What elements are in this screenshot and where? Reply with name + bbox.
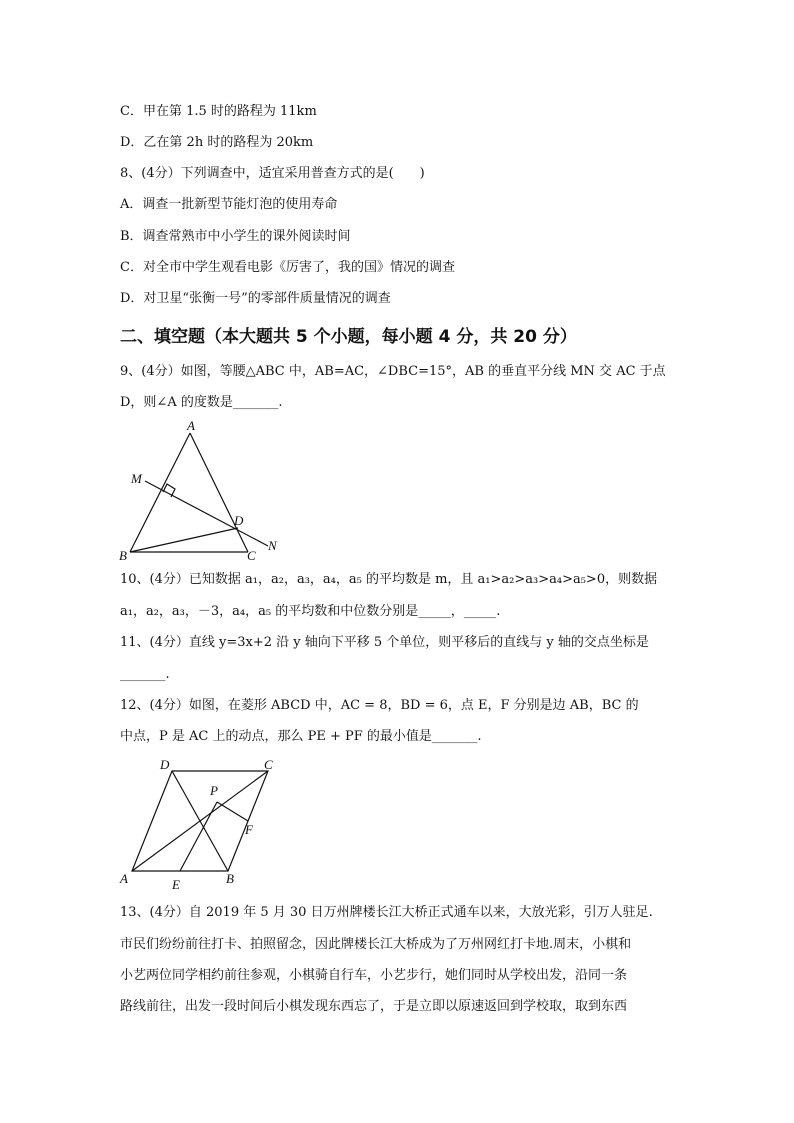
q10-stem-line1: 10、(4分）已知数据 a₁，a₂，a₃，a₄，a₅ 的平均数是 m，且 a₁>a₂>a₃>a₄>a₅>0，则数据 xyxy=(120,572,658,587)
segment-ac xyxy=(190,433,248,552)
q11-stem-line1: 11、(4分）直线 y=3x+2 沿 y 轴向下平移 5 个单位，则平移后的直线与 y 轴的交点坐标是 xyxy=(120,635,649,650)
label-b: B xyxy=(226,871,234,886)
label-e: E xyxy=(172,877,180,892)
label-p: P xyxy=(210,783,218,798)
label-c: C xyxy=(247,548,256,563)
segment-pe xyxy=(180,802,217,871)
diagonal-bd xyxy=(172,771,228,871)
q10-stem-line2: a₁，a₂，a₃，－3，a₄，a₅ 的平均数和中位数分别是_____，_____. xyxy=(120,604,501,619)
q8-option-c: C．对全市中学生观看电影《厉害了，我的国》情况的调查 xyxy=(120,260,455,275)
label-d: D xyxy=(234,513,244,528)
q9-stem-line2: D，则∠A 的度数是_______. xyxy=(120,395,283,410)
q8-stem: 8、(4分）下列调查中，适宜采用普查方式的是( ) xyxy=(120,166,425,181)
label-m: M xyxy=(131,471,142,486)
label-b: B xyxy=(119,548,127,563)
segment-bd xyxy=(130,528,238,552)
q13-stem-line3: 小艺两位同学相约前往参观，小棋骑自行车，小艺步行，她们同时从学校出发，沿同一条 xyxy=(120,968,628,983)
q13-stem-line4: 路线前往，出发一段时间后小棋发现东西忘了，于是立即以原速返回到学校取，取到东西 xyxy=(120,999,628,1014)
q12-stem-line2: 中点，P 是 AC 上的动点，那么 PE + PF 的最小值是_______. xyxy=(120,729,482,744)
q11-stem-line2: _______. xyxy=(120,667,170,682)
label-d: D xyxy=(160,757,170,772)
figure-rhombus xyxy=(112,755,282,895)
q13-stem-line1: 13、(4分）自 2019 年 5 月 30 日万州牌楼长江大桥正式通车以来，大放光彩，引万人驻足. xyxy=(120,905,653,920)
section-heading-fill-in: 二、填空题（本大题共 5 个小题，每小题 4 分，共 20 分） xyxy=(120,327,577,347)
figure-isosceles-triangle xyxy=(110,415,290,565)
label-c: C xyxy=(264,757,273,772)
q9-stem-line1: 9、(4分）如图，等腰△ABC 中，AB=AC，∠DBC=15°，AB 的垂直平分线 MN 交 AC 于点 xyxy=(120,364,666,379)
label-a: A xyxy=(120,871,128,886)
q13-stem-line2: 市民们纷纷前往打卡、拍照留念，因此牌楼长江大桥成为了万州网红打卡地.周末，小棋和 xyxy=(120,937,632,952)
segment-ab xyxy=(130,433,190,552)
q8-option-a: A．调查一批新型节能灯泡的使用寿命 xyxy=(120,197,338,212)
q12-stem-line1: 12、(4分）如图，在菱形 ABCD 中，AC = 8，BD = 6，点 E，F 分别是边 AB，BC 的 xyxy=(120,698,639,713)
label-f: F xyxy=(245,822,253,837)
q7-option-c: C．甲在第 1.5 时的路程为 11km xyxy=(120,104,317,119)
q8-option-b: B．调查常熟市中小学生的课外阅读时间 xyxy=(120,229,351,244)
label-n: N xyxy=(268,538,277,553)
label-a: A xyxy=(187,418,195,433)
q7-option-d: D．乙在第 2h 时的路程为 20km xyxy=(120,135,314,150)
q8-option-d: D．对卫星“张衡一号”的零部件质量情况的调查 xyxy=(120,291,391,306)
right-angle-mark xyxy=(163,484,175,497)
segment-pf xyxy=(217,802,248,821)
